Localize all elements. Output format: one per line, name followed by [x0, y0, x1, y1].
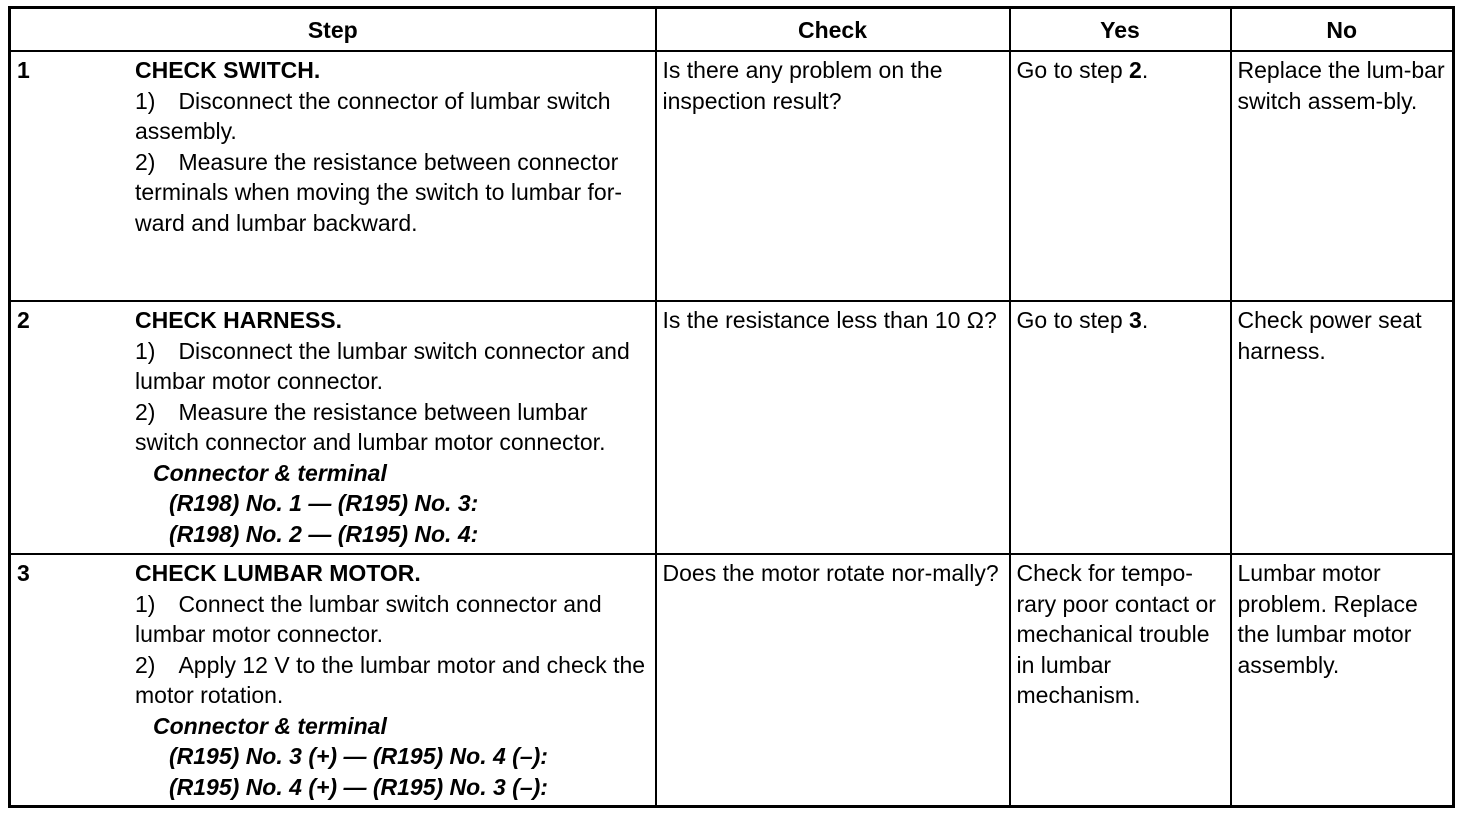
column-header-check: Check	[656, 8, 1010, 52]
yes-suffix: .	[1141, 57, 1149, 83]
table-row	[10, 51, 1454, 301]
step-title: CHECK HARNESS.	[135, 307, 343, 333]
step-title: CHECK SWITCH.	[135, 57, 321, 83]
yes-step-ref: 2	[1129, 57, 1142, 83]
terminal-pair: (R195) No. 4 (+) — (R195) No. 3 (–):	[169, 773, 548, 800]
step-cell	[10, 554, 656, 807]
step-instruction: 2) Measure the resistance between lumbar switch connector and lumbar motor connector.	[135, 398, 606, 455]
yes-cell	[1010, 51, 1231, 301]
table-header-row	[10, 8, 1454, 52]
column-header-no: No	[1231, 8, 1454, 52]
no-cell: Lumbar motor problem. Replace the lumbar motor assembly.	[1231, 554, 1454, 807]
connector-terminal-heading: Connector & terminal	[153, 459, 387, 486]
yes-text: Go to step	[1016, 307, 1130, 333]
no-cell: Replace the lum-bar switch assem-bly.	[1231, 51, 1454, 301]
step-instruction: 1) Connect the lumbar switch connector and lumbar motor connector.	[135, 590, 602, 647]
step-body	[135, 55, 651, 238]
yes-suffix: .	[1141, 307, 1149, 333]
step-cell	[10, 51, 656, 301]
terminal-pair: (R198) No. 2 — (R195) No. 4:	[169, 520, 479, 547]
step-cell	[10, 301, 656, 554]
connector-terminal-heading: Connector & terminal	[153, 712, 387, 739]
step-instruction: 2) Measure the resistance between connector terminals when moving the switch to lumbar for-ward and lumbar backward.	[135, 148, 623, 236]
step-instruction: 1) Disconnect the lumbar switch connector and lumbar motor connector.	[135, 337, 630, 394]
step-instruction: 1) Disconnect the connector of lumbar switch assembly.	[135, 87, 611, 144]
step-instruction: 2) Apply 12 V to the lumbar motor and check the motor rotation.	[135, 651, 646, 708]
step-number: 1	[17, 57, 30, 83]
check-cell: Is there any problem on the inspection result?	[656, 51, 1010, 301]
yes-cell	[1010, 554, 1231, 807]
check-cell: Is the resistance less than 10 Ω?	[656, 301, 1010, 554]
yes-text: Check for tempo-rary poor contact or mechanical trouble in lumbar mechanism.	[1016, 560, 1216, 708]
step-body	[135, 305, 651, 549]
check-cell: Does the motor rotate nor-mally?	[656, 554, 1010, 807]
terminal-pair: (R198) No. 1 — (R195) No. 3:	[169, 490, 479, 516]
diagnostic-table	[8, 6, 1455, 808]
yes-cell	[1010, 301, 1231, 554]
table-row	[10, 301, 1454, 554]
terminal-pair: (R195) No. 3 (+) — (R195) No. 4 (–):	[169, 743, 548, 769]
step-body	[135, 558, 651, 802]
yes-text: Go to step	[1016, 57, 1130, 83]
step-number: 3	[17, 560, 30, 586]
no-cell: Check power seat harness.	[1231, 301, 1454, 554]
yes-step-ref: 3	[1129, 307, 1142, 333]
step-number: 2	[17, 307, 30, 333]
table-row	[10, 554, 1454, 807]
column-header-yes: Yes	[1010, 8, 1231, 52]
diagnostic-procedure	[8, 6, 1455, 808]
step-title: CHECK LUMBAR MOTOR.	[135, 560, 421, 586]
column-header-step: Step	[10, 8, 656, 52]
